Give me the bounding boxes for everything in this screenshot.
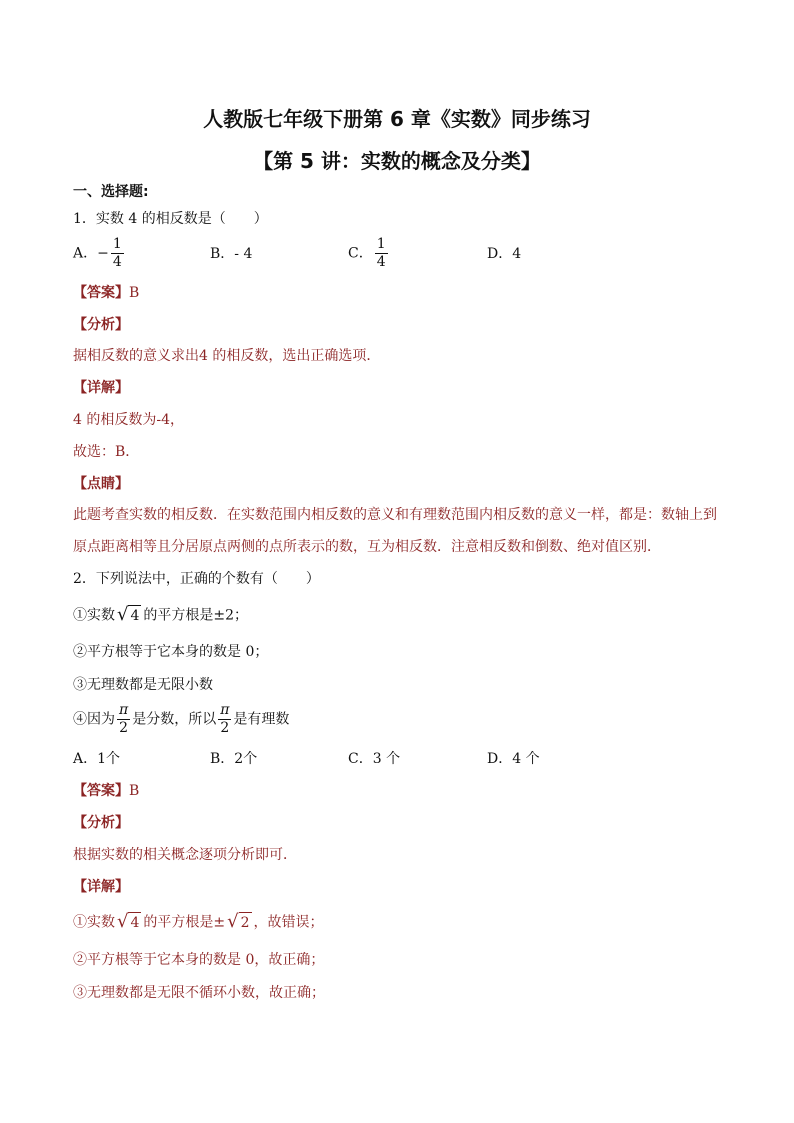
q2-analysis-text: 根据实数的相关概念逐项分析即可． [73,847,297,863]
sqrt-symbol: √ 4 [117,911,140,932]
q1-option-c-fraction: $\frac{1}{4}$ [376,236,386,270]
q1-analysis-text: 据相反数的意义求出4 的相反数，选出正确选项． [73,348,381,364]
q1-detail-line2: 故选：B． [73,444,140,460]
q2-statement-3: ③无理数都是无限小数 [73,677,213,693]
section-heading: 一、选择题: [73,184,149,200]
pi-over-2-fraction: $\frac{\pi}{2}$ [119,702,129,736]
q1-detail-label: 【详解】 [73,380,129,396]
q2-statement-2: ②平方根等于它本身的数是 0； [73,644,269,660]
q2-detail-1: ①实数 √ 4 的平方根是± √ 2 ，故错误； [73,911,324,932]
q1-answer: 【答案】B [73,285,140,301]
q2-stem: 2．下列说法中，正确的个数有（ ） [73,571,320,587]
q2-option-a: A．1个 [73,751,121,767]
q2-analysis-label: 【分析】 [73,815,129,831]
q1-detail-line1: 4 的相反数为-4， [73,412,184,428]
q2-detail-2: ②平方根等于它本身的数是 0，故正确； [73,952,325,968]
q2-option-b: B．2个 [210,751,258,767]
q2-option-d: D．4 个 [487,751,540,767]
sqrt-symbol: √ 2 [227,911,250,932]
document-title: 人教版七年级下册第 6 章《实数》同步练习 [203,107,591,131]
q2-answer: 【答案】B [73,783,140,799]
q1-option-d: D．4 [487,246,522,262]
q2-detail-3: ③无理数都是无限不循环小数，故正确； [73,985,325,1001]
q2-detail-label: 【详解】 [73,879,129,895]
q2-statement-1: ①实数 √ 4 的平方根是±2； [73,604,249,625]
q2-statement-4: ④因为 $\frac{\pi}{2}$ 是分数，所以 $\frac{\pi}{2}$ 是有理数 [73,702,290,736]
lesson-subtitle: 【第 5 讲：实数的概念及分类】 [253,149,541,173]
q1-option-a: A．− $\frac{1}{4}$ [73,236,122,270]
sqrt-symbol: √ 4 [117,604,140,625]
q1-analysis-label: 【分析】 [73,317,129,333]
q1-comment-label: 【点睛】 [73,476,129,492]
pi-over-2-fraction: $\frac{\pi}{2}$ [220,702,230,736]
q1-option-c: C． $\frac{1}{4}$ [348,236,386,270]
q1-option-a-fraction: $\frac{1}{4}$ [112,236,122,270]
q1-stem: 1．实数 4 的相反数是（ ） [73,211,268,227]
q1-option-b: B．- 4 [210,246,253,262]
q2-option-c: C．3 个 [348,751,401,767]
q1-comment-text: 此题考查实数的相反数．在实数范围内相反数的意义和有理数范围内相反数的意义一样，都是：数轴上到原点距离相等且分居原点两侧的点所表示的数，互为相反数．注意相反数和倒数、绝对值区别． [73,507,717,555]
